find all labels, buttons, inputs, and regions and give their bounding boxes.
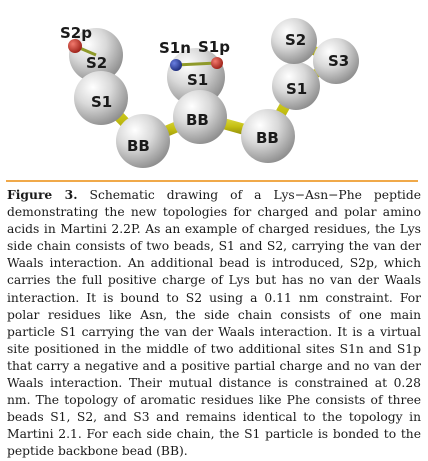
caption-text: Schematic drawing of a Lys−Asn−Phe peptide demonstrating the new topologies for charged and polar amino acids in Martini 2.2P. As an example of charged residues, the Lys side chain consists of two beads, S1 and S2, carrying the van der Waals interaction. An additional bead is introduced, S2p, which carries the full positive charge of Lys but has no van der Waals interaction. It is bound to S2 using a 0.11 nm constraint. For polar residues like Asn, the side chain consists of one main particle S1 carrying the van der Waals interaction. It is a virtual site positioned in the middle of two additional sites S1n and S1p that carry a negative and a positive partial charge and no van der Waals interaction. Their mutual distance is constrained at 0.28 nm. The topology of aromatic residues like Phe consists of three beads S1, S2, and S3 and remains identical to the topology in Martini 2.1. For each side chain, the S1 particle is bonded to the peptide backbone bead (BB). bbox=[7, 188, 421, 459]
bond-asn-s1n-s1p bbox=[176, 63, 217, 65]
caption-divider bbox=[6, 180, 418, 182]
label-lys-s2: S2 bbox=[86, 54, 108, 72]
label-asn-s1: S1 bbox=[187, 71, 209, 89]
site-asn-s1n bbox=[170, 59, 182, 71]
site-asn-s1p bbox=[211, 57, 223, 69]
label-lys-s2p: S2p bbox=[60, 24, 92, 42]
label-asn-s1n: S1n bbox=[159, 39, 191, 57]
label-phe-s2: S2 bbox=[285, 31, 307, 49]
label-asn-s1p: S1p bbox=[198, 38, 230, 56]
label-lys-bb: BB bbox=[127, 137, 150, 155]
label-phe-s1: S1 bbox=[286, 80, 308, 98]
figure-label: Figure 3. bbox=[7, 187, 78, 202]
figure-caption bbox=[7, 186, 421, 461]
label-phe-s3: S3 bbox=[328, 52, 350, 70]
label-lys-s1: S1 bbox=[91, 93, 113, 111]
label-asn-bb: BB bbox=[186, 111, 209, 129]
peptide-molecule-diagram bbox=[0, 0, 428, 178]
label-phe-bb: BB bbox=[256, 129, 279, 147]
